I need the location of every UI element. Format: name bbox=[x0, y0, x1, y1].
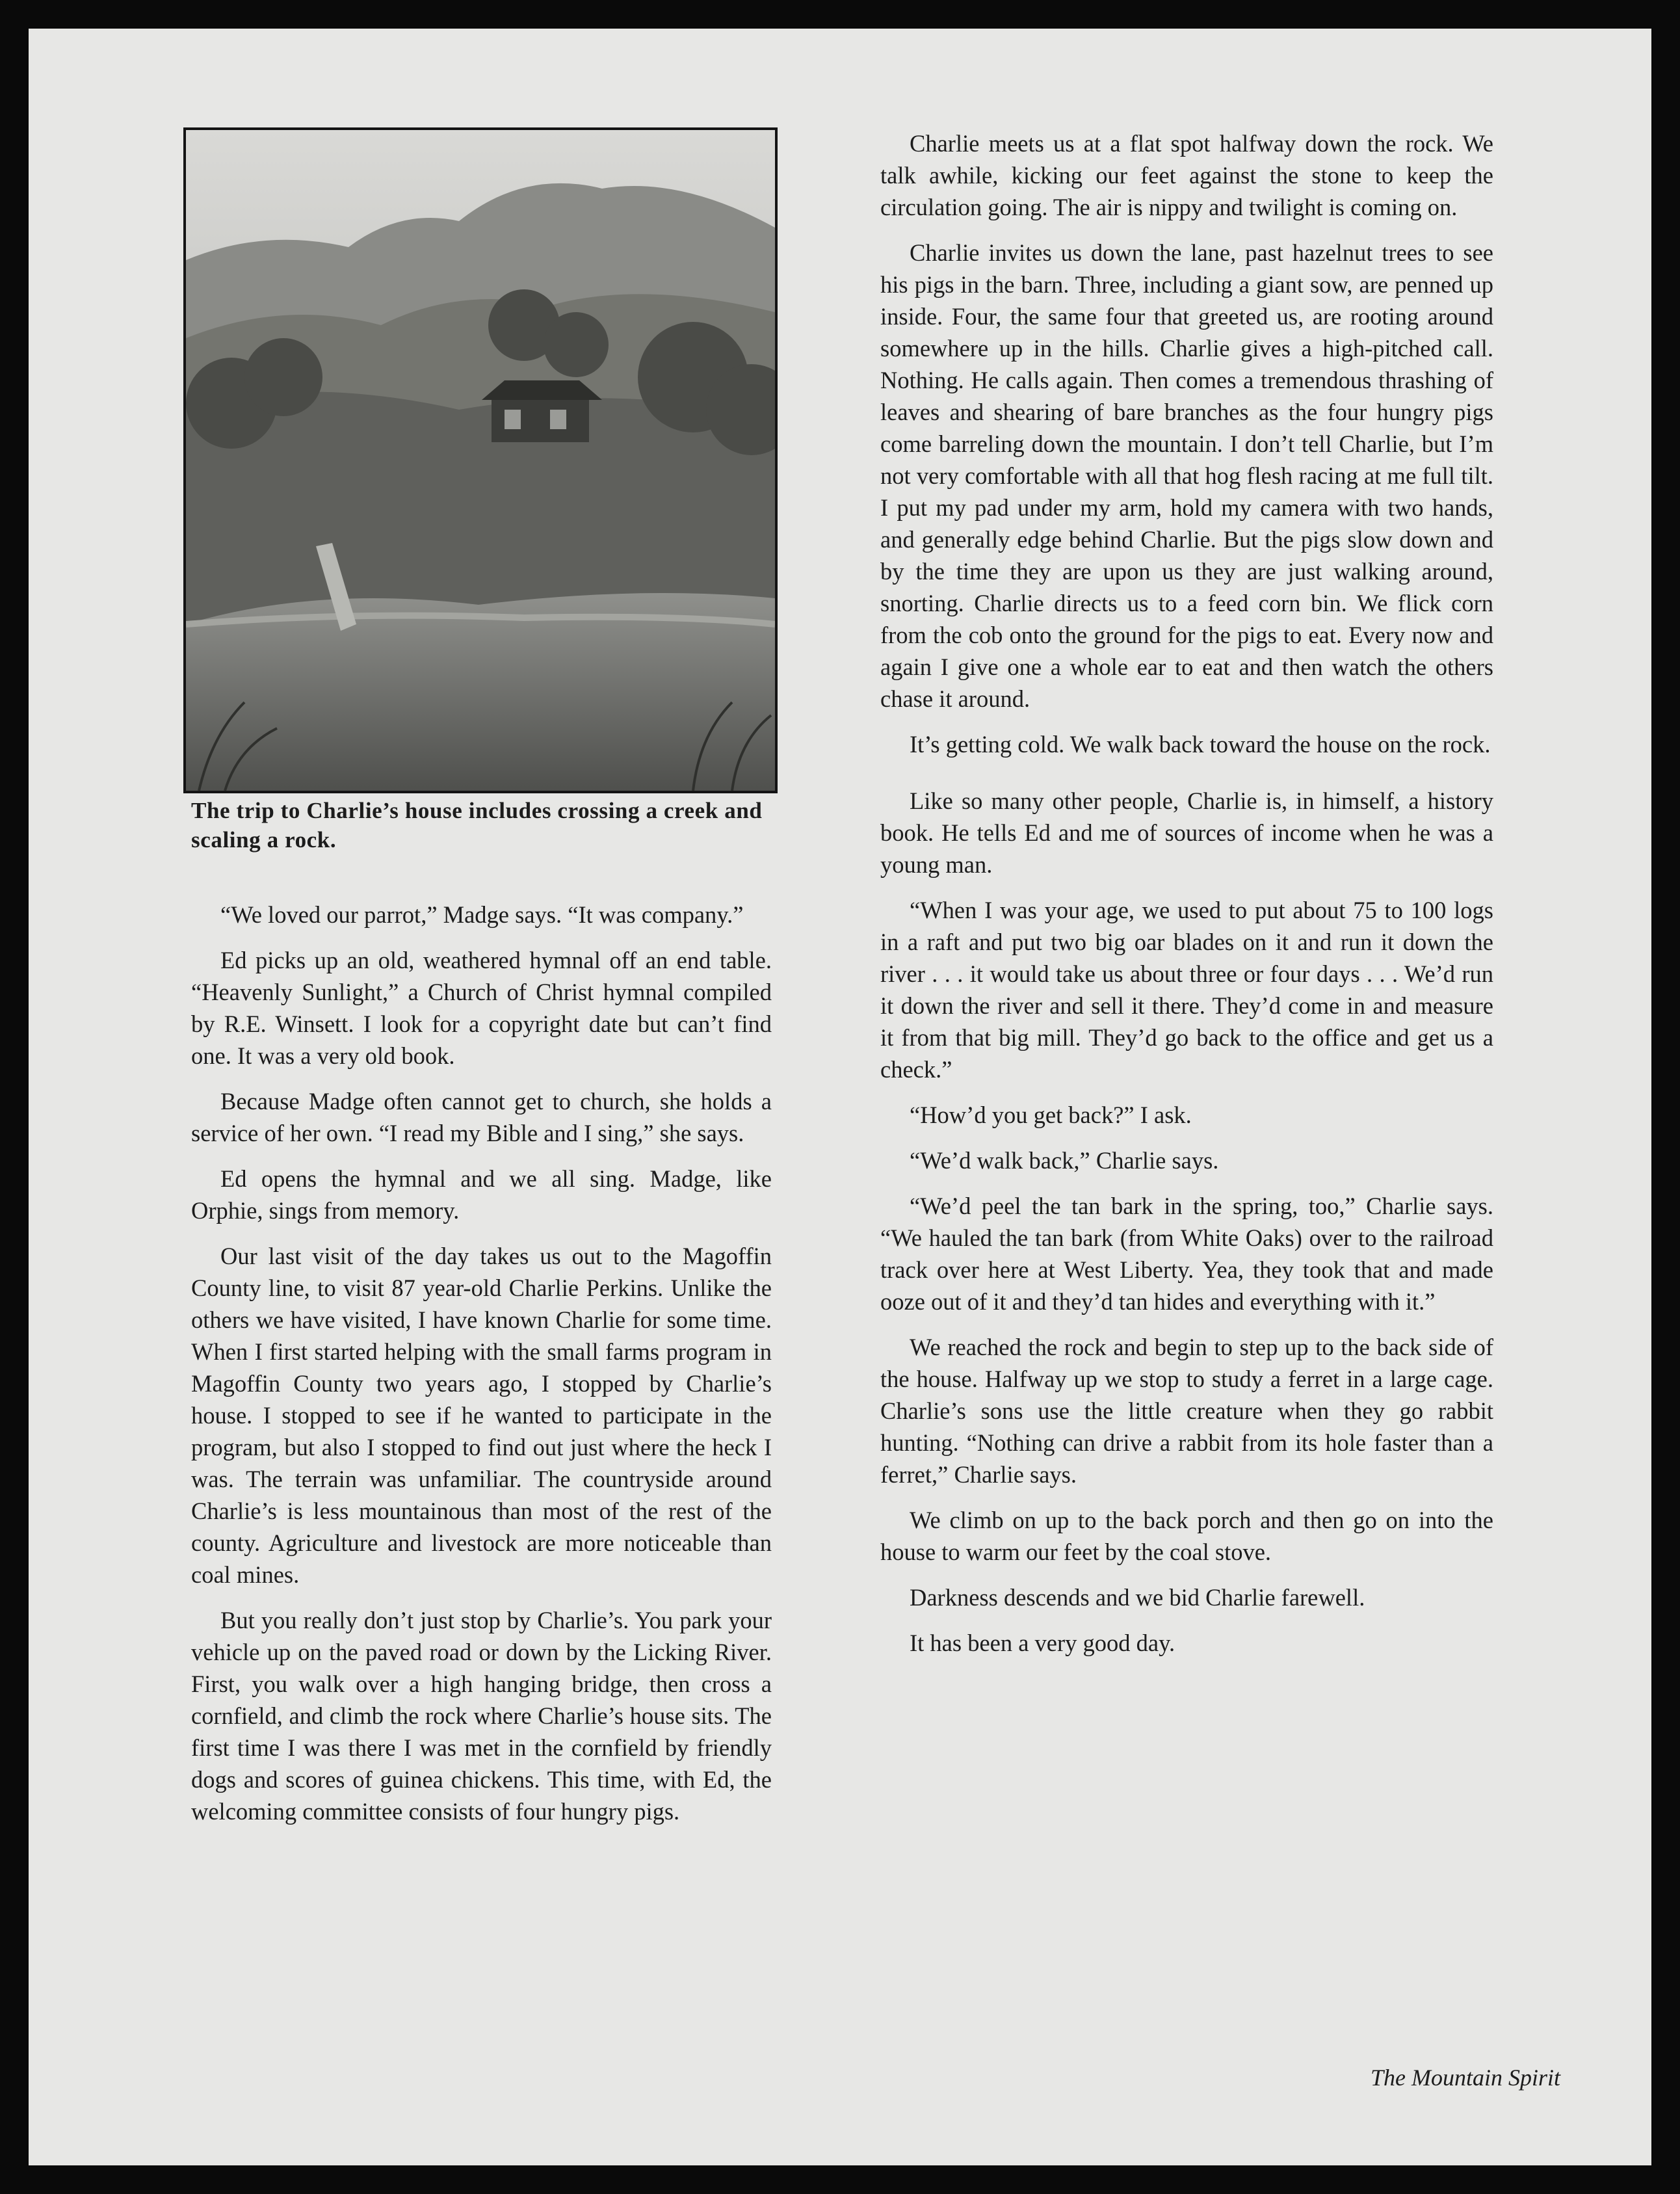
paragraph: “We’d walk back,” Charlie says. bbox=[910, 1147, 1219, 1174]
paragraph: “When I was your age, we used to put about 75 to 100 logs in a raft and put two big oar blades on it and run it down the river . . . it would take us about three or four days . . . We’d run it down the river and sell it there. They’d come in and measure it from that big mill. They’d go back to the office and get us a check.” bbox=[880, 897, 1493, 1083]
landscape-photo bbox=[183, 127, 778, 793]
paragraph: “We’d peel the tan bark in the spring, too,” Charlie says. “We hauled the tan bark (from White Oaks) over to the railroad track over here at West Liberty. Yea, they took that and made ooze out of it and they’d tan hides and everything with it.” bbox=[880, 1193, 1493, 1315]
paragraph: Like so many other people, Charlie is, in himself, a history book. He tells Ed and me of sources of income when he was a young man. bbox=[880, 787, 1493, 878]
paragraph: “How’d you get back?” I ask. bbox=[910, 1102, 1192, 1128]
magazine-page bbox=[29, 29, 1651, 2165]
paragraph: Darkness descends and we bid Charlie farewell. bbox=[910, 1584, 1365, 1611]
paragraph: It’s getting cold. We walk back toward the house on the rock. bbox=[910, 731, 1491, 758]
paragraph: Charlie meets us at a flat spot halfway down the rock. We talk awhile, kicking our feet against the stone to keep the circulation going. The air is nippy and twilight is coming on. bbox=[880, 130, 1493, 220]
paragraph: We climb on up to the back porch and then go on into the house to warm our feet by the coal stove. bbox=[880, 1507, 1493, 1565]
paragraph: Charlie invites us down the lane, past hazelnut trees to see his pigs in the barn. Three, including a giant sow, are penned up inside. Four, the same four that greeted us, are rooting around somewhere up in the hills. Charlie gives a high-pitched call. Nothing. He calls again. Then comes a tremendous thrashing of leaves and shearing of bare branches as the four hungry pigs come barreling down the mountain. I don’t tell Charlie, but I’m not very comfortable with all that hog flesh racing at me full tilt. I put my pad under my arm, hold my camera with two hands, and generally edge behind Charlie. But the pigs slow down and by the time they are upon us they are just walking around, snorting. Charlie directs us to a feed corn bin. We flick corn from the cob onto the ground for the pigs to eat. Every now and again I give one a whole ear to eat and then watch the others chase it around. bbox=[880, 239, 1493, 712]
paragraph: Our last visit of the day takes us out to the Magoffin County line, to visit 87 year-old Charlie Perkins. Unlike the others we have visited, I have known Charlie for some time. When I first started helping with the small farms program in Magoffin County two years ago, I stopped by Charlie’s house. I stopped to see if he wanted to participate in the program, but also I stopped to find out just where the heck I was. The terrain was unfamiliar. The countryside around Charlie’s is less mountainous than most of the rest of the county. Agriculture and livestock are more noticeable than coal mines. bbox=[191, 1243, 772, 1588]
paragraph: “We loved our parrot,” Madge says. “It was company.” bbox=[220, 901, 744, 928]
paragraph: But you really don’t just stop by Charlie’s. You park your vehicle up on the paved road or down by the Licking River. First, you walk over a high hanging bridge, then cross a cornfield, and climb the rock where Charlie’s house sits. The first time I was there I was met in the cornfield by friendly dogs and scores of guinea chickens. This time, with Ed, the welcoming committee consists of four hungry pigs. bbox=[191, 1607, 772, 1825]
paragraph: We reached the rock and begin to step up to the back side of the house. Halfway up we stop to study a ferret in a large cage. Charlie’s sons use the little creature when they go rabbit hunting. “Nothing can drive a rabbit from its hole faster than a ferret,” Charlie says. bbox=[880, 1334, 1493, 1488]
paragraph: Because Madge often cannot get to church, she holds a service of her own. “I read my Bible and I sing,” she says. bbox=[191, 1088, 772, 1146]
right-column bbox=[880, 127, 1493, 1672]
paragraph: Ed picks up an old, weathered hymnal off an end table. “Heavenly Sunlight,” a Church of Christ hymnal compiled by R.E. Winsett. I look for a copyright date but can’t find one. It was a very old book. bbox=[191, 947, 772, 1069]
photo-caption: The trip to Charlie’s house includes crossing a creek and scaling a rock. bbox=[191, 798, 763, 852]
paragraph: It has been a very good day. bbox=[910, 1630, 1175, 1656]
landscape-photo-icon bbox=[186, 130, 775, 791]
paragraph: Ed opens the hymnal and we all sing. Madge, like Orphie, sings from memory. bbox=[191, 1165, 772, 1224]
publication-footer: The Mountain Spirit bbox=[1370, 2065, 1560, 2091]
left-column bbox=[191, 899, 772, 1841]
